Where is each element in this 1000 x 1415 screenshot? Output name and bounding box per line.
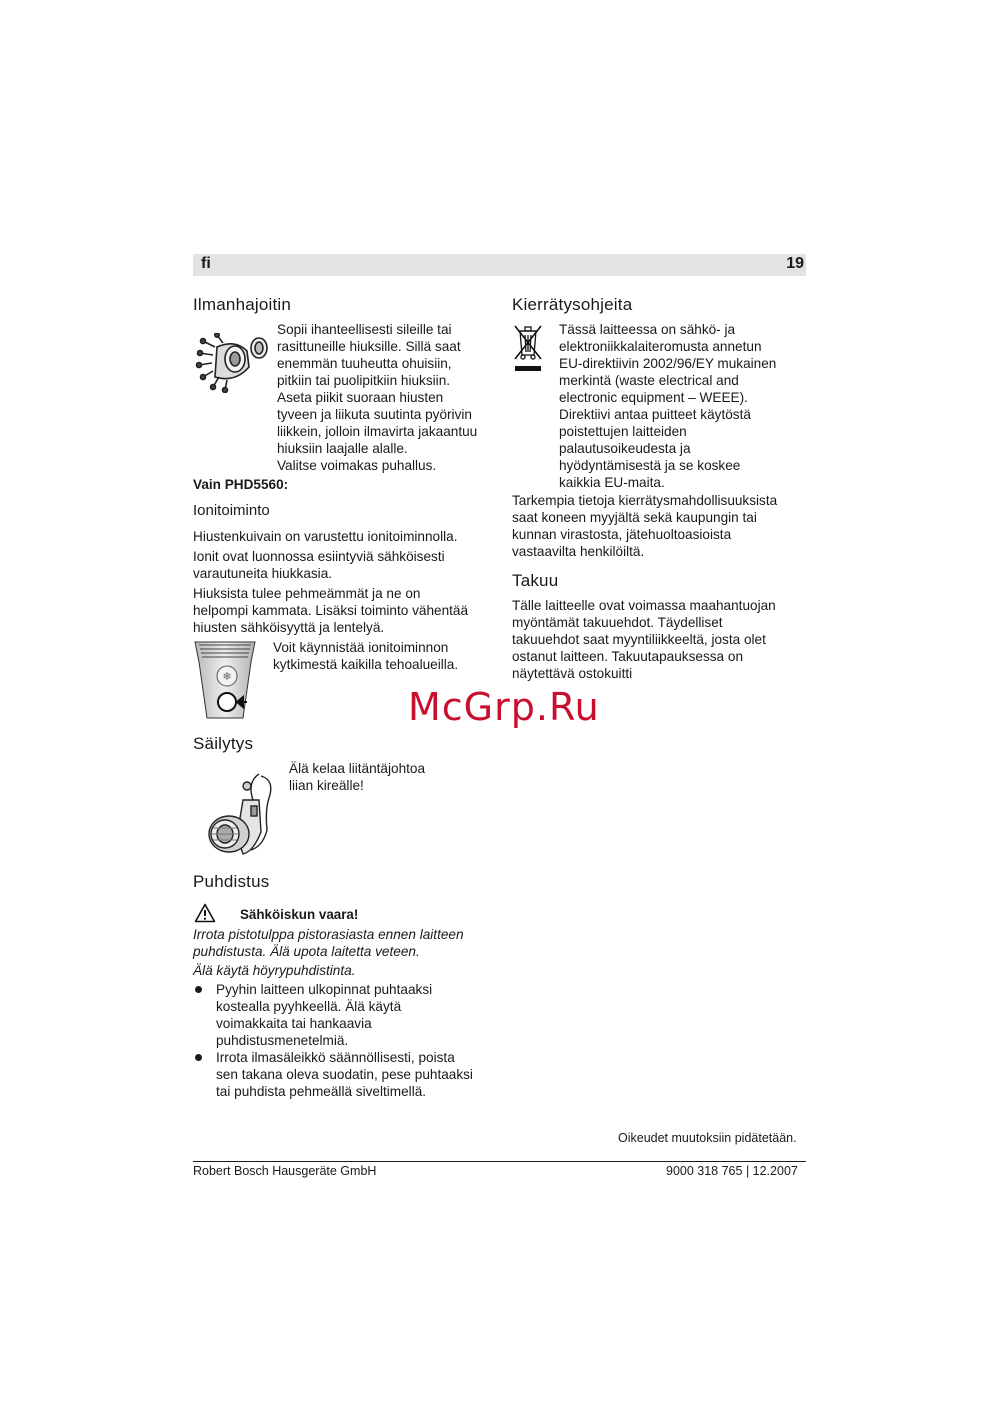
- recycling-text: Tässä laitteessa on sähkö- ja elektroniikkalaiteromusta annetun EU-direktiivin 2002/96/EY mukainen merkintä (waste electrical and electronic equipment – WEEE). Direktiivi antaa puitteet käytöstä poistettujen laitteiden palautusoikeudesta ja hyödyntämisestä ja se koskee kaikkia EU-maita.: [559, 322, 777, 490]
- warning-label: Sähköiskun vaara!: [240, 907, 359, 922]
- cleaning-italic-b: Älä käytä höyrypuhdistinta.: [193, 963, 356, 978]
- cleaning-bullets: [193, 981, 503, 1100]
- storage-text: Älä kelaa liitäntäjohtoa liian kireälle!: [289, 761, 426, 793]
- bullet-dot: [195, 1054, 202, 1061]
- stored-dryer-icon: [203, 770, 281, 862]
- section-title-diffuser: Ilmanhajoitin: [193, 295, 292, 314]
- ion-text-b: Ionit ovat luonnossa esiintyviä sähköisesti varautuneita hiukkasia.: [193, 549, 445, 581]
- footer-divider: [193, 1161, 806, 1162]
- svg-text:❄: ❄: [222, 670, 232, 683]
- header-bar: [193, 254, 806, 276]
- list-item: Pyyhin laitteen ulkopinnat puhtaaksi kostealla pyyhkeellä. Älä käytä voimakkaita tai hankaavia puhdistusmenetelmiä.: [193, 981, 503, 1049]
- section-title-storage: Säilytys: [193, 734, 254, 753]
- warranty-text: Tälle laitteelle ovat voimassa maahantuojan myöntämät takuuehdot. Täydelliset takuuehdot saat myyntiliikkeeltä, josta olet ostanut laitteen. Takuutapauksessa on näytettävä ostokuitti: [512, 598, 776, 681]
- section-title-recycling: Kierrätysohjeita: [512, 295, 633, 314]
- diffuser-attachment-icon: [195, 333, 271, 393]
- ion-text-d: Voit käynnistää ionitoiminnon kytkimestä kaikilla tehoalueilla.: [273, 640, 459, 672]
- section-title-cleaning: Puhdistus: [193, 872, 270, 891]
- cleaning-italic-a: Irrota pistotulppa pistorasiasta ennen laitteen puhdistusta. Älä upota laitetta veteen.: [193, 927, 464, 959]
- ion-text-c: Hiuksista tulee pehmeämmät ja ne on helpompi kammata. Lisäksi toiminto vähentää hiusten sähköisyyttä ja lentelyä.: [193, 586, 469, 635]
- recycling-more-text: Tarkempia tietoja kierrätysmahdollisuuksista saat koneen myyjältä sekä kaupungin tai kunnan virastosta, jätehuoltoasioista vastaavilta henkilöiltä.: [512, 493, 778, 559]
- model-only-label: Vain PHD5560:: [193, 477, 289, 492]
- changes-notice: Oikeudet muutoksiin pidätetään.: [618, 1131, 797, 1145]
- bullet-dot: [195, 986, 202, 993]
- footer-document-code: 9000 318 765 | 12.2007: [666, 1164, 798, 1178]
- crossed-bin-icon: [513, 323, 543, 373]
- section-title-warranty: Takuu: [512, 571, 559, 590]
- section-title-ion: Ionitoiminto: [193, 502, 270, 519]
- ion-switch-icon: [193, 640, 257, 720]
- diffuser-text: Sopii ihanteellisesti sileille tai rasittuneille hiuksille. Sillä saat enemmän tuuheutta ohuisiin, pitkiin tai puolipitkiin hiuksiin. Aseta piikit suoraan hiusten tyveen ja liikuta suutinta pyörivin liikkein, jolloin ilmavirta jakaantuu hiuksiin laajalle alalle. Valitse voimakas puhallus.: [277, 322, 478, 473]
- ion-text-a: Hiustenkuivain on varustettu ionitoiminnolla.: [193, 529, 458, 544]
- page-number: 19: [786, 255, 804, 272]
- list-item: Irrota ilmasäleikkö säännöllisesti, poista sen takana oleva suodatin, pese puhtaaksi tai puhdista pehmeällä siveltimellä.: [193, 1049, 503, 1100]
- footer-company: Robert Bosch Hausgeräte GmbH: [193, 1164, 377, 1178]
- warning-triangle-icon: [194, 903, 216, 923]
- language-code: fi: [201, 255, 211, 272]
- watermark: McGrp.Ru: [408, 685, 600, 729]
